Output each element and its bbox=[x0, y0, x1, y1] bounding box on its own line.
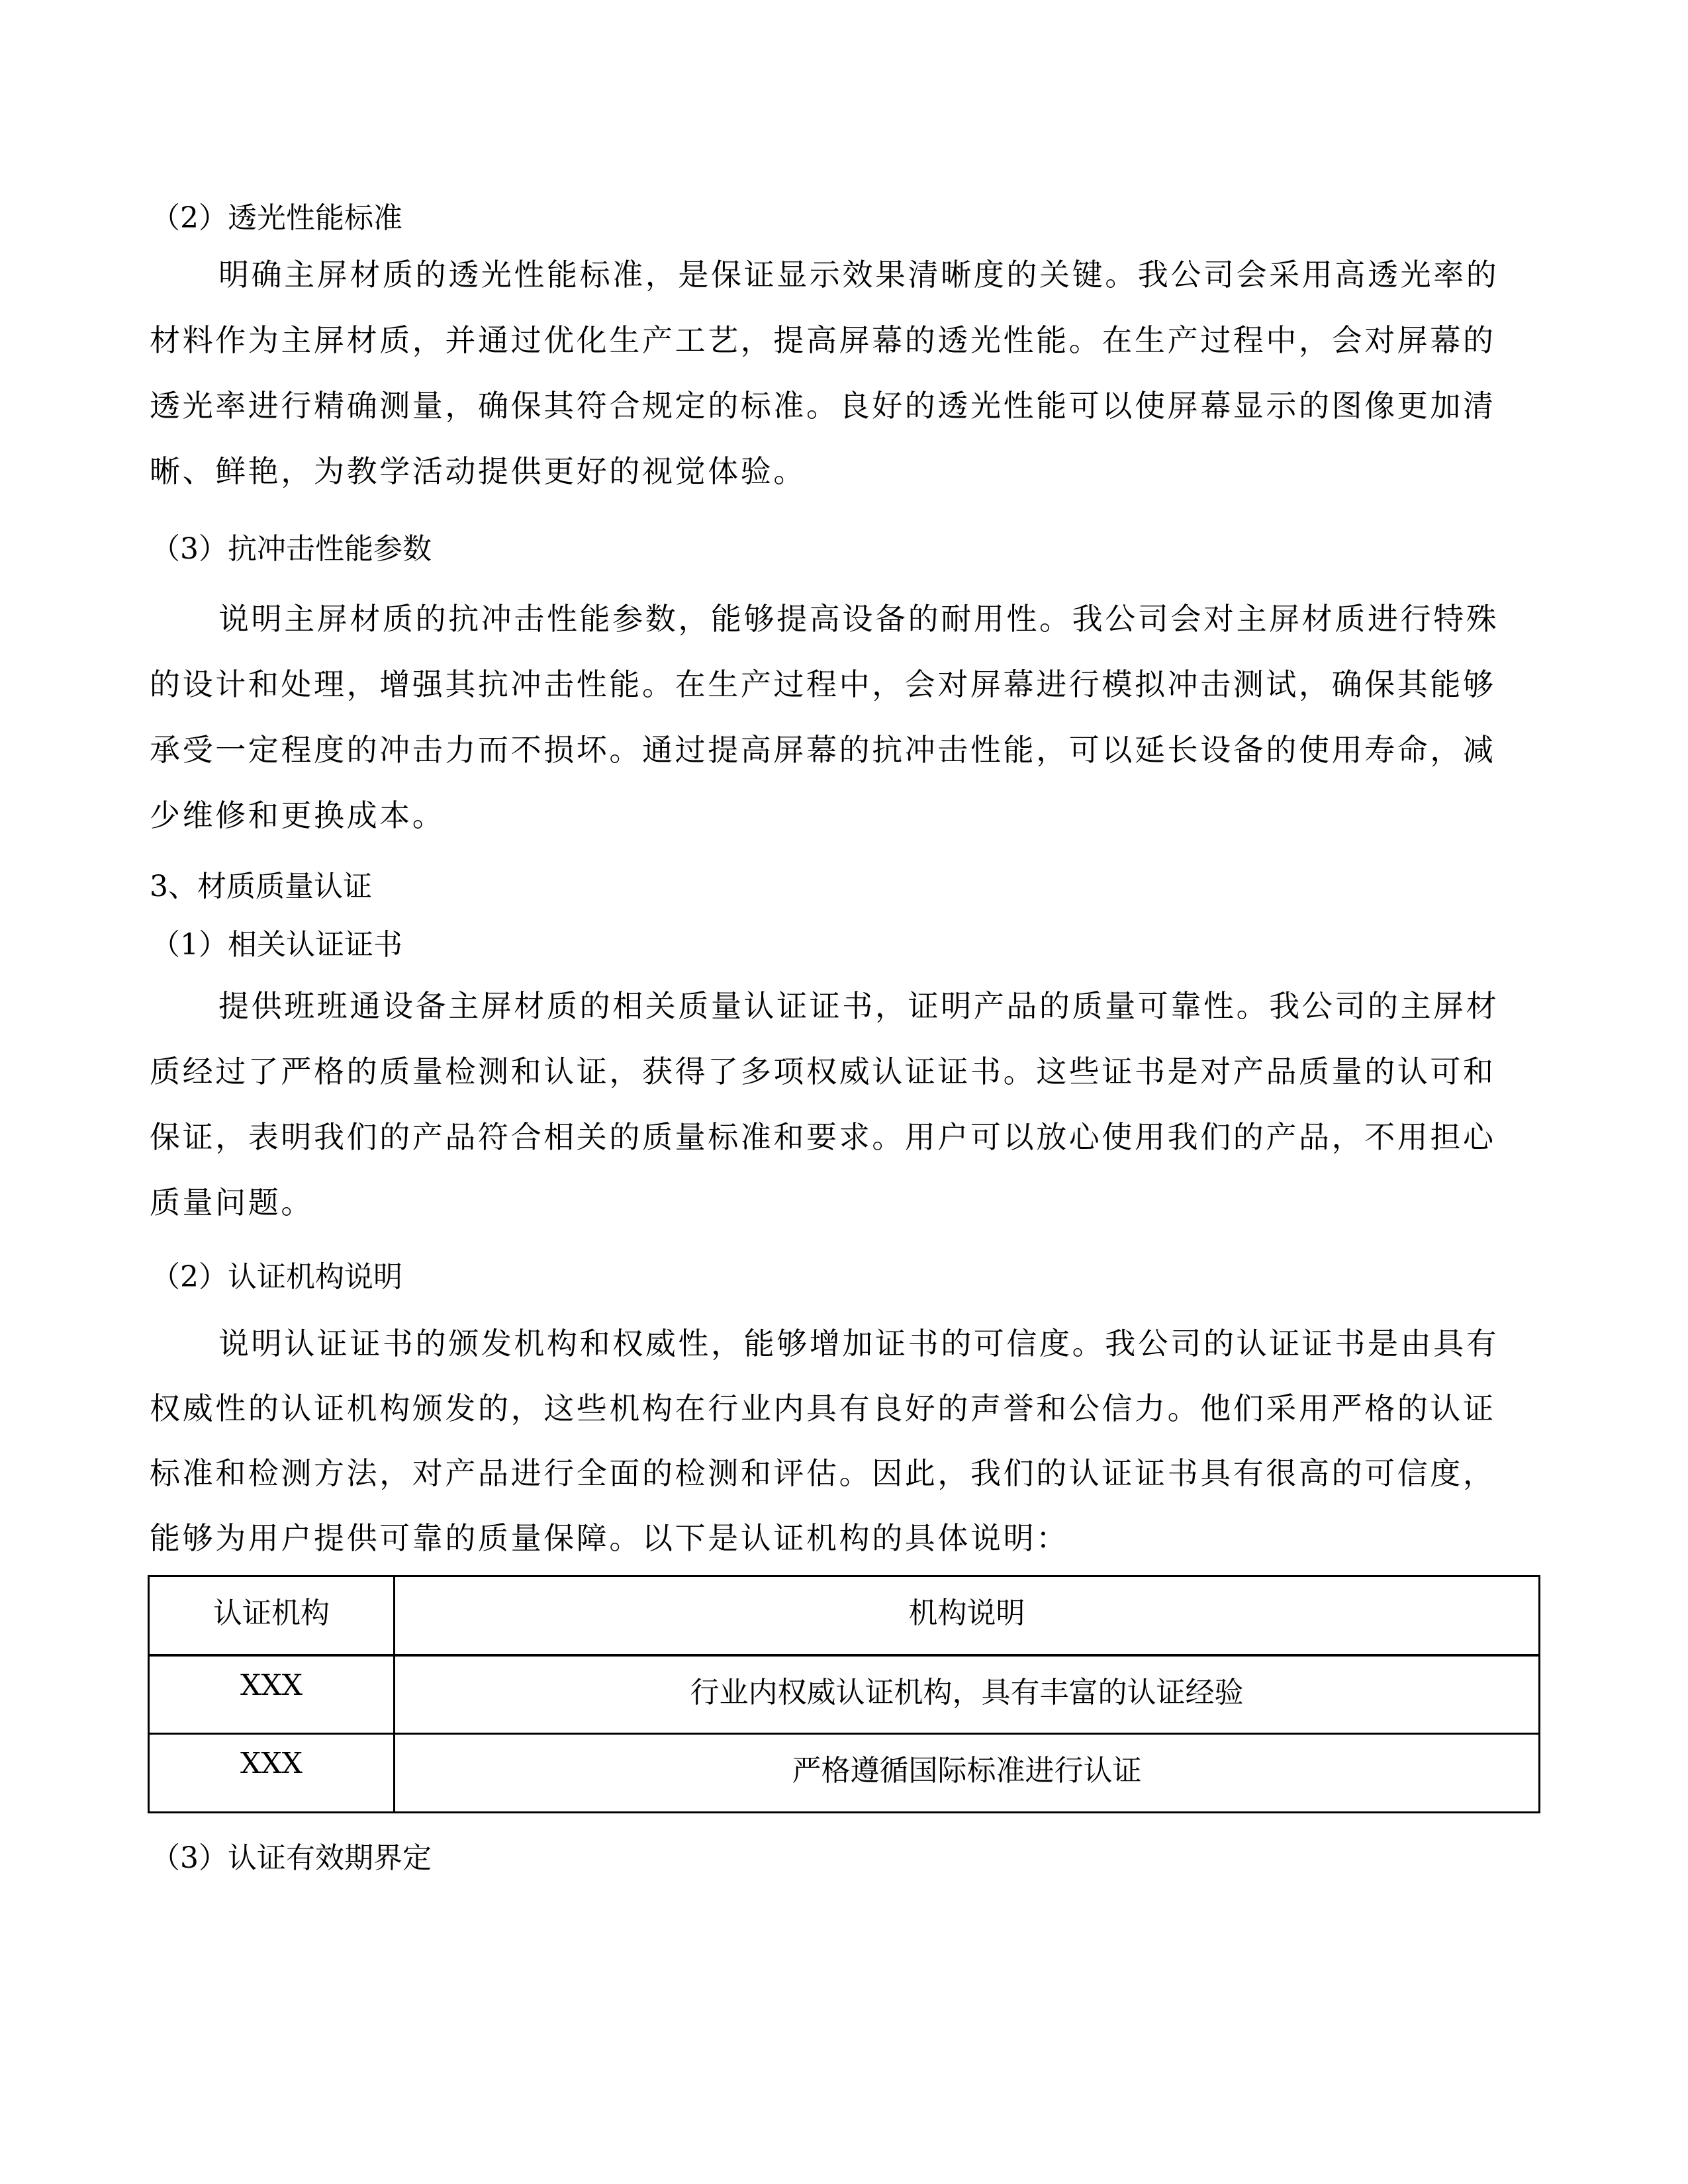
section-heading-validity-period: （3）认证有效期界定 bbox=[151, 1841, 432, 1875]
table-header-row bbox=[149, 1576, 1540, 1655]
table-row bbox=[149, 1655, 1540, 1734]
table-row bbox=[149, 1734, 1540, 1813]
section-heading-impact-resistance: （3）抗冲击性能参数 bbox=[151, 532, 432, 566]
section-heading-material-certification: 3、材质质量认证 bbox=[150, 870, 372, 903]
table-header-cell: 机构说明 bbox=[395, 1576, 1540, 1655]
paragraph-line: 能够为用户提供可靠的质量保障。以下是认证机构的具体说明： bbox=[150, 1520, 1069, 1556]
table-cell: XXX bbox=[149, 1734, 395, 1813]
paragraph-line: 质量问题。 bbox=[150, 1185, 314, 1220]
paragraph-line: 质经过了严格的质量检测和认证，获得了多项权威认证证书。这些证书是对产品质量的认可和 bbox=[150, 1054, 1496, 1089]
paragraph-line: 透光率进行精确测量，确保其符合规定的标准。良好的透光性能可以使屏幕显示的图像更加清 bbox=[150, 388, 1496, 424]
paragraph-line: 少维修和更换成本。 bbox=[150, 797, 445, 833]
paragraph-line: 明确主屏材质的透光性能标准，是保证显示效果清晰度的关键。我公司会采用高透光率的 bbox=[218, 257, 1499, 293]
paragraph-line: 承受一定程度的冲击力而不损坏。通过提高屏幕的抗冲击性能，可以延长设备的使用寿命，减 bbox=[150, 732, 1496, 768]
section-heading-certification-bodies: （2）认证机构说明 bbox=[151, 1260, 402, 1294]
paragraph-line: 权威性的认证机构颁发的，这些机构在行业内具有良好的声誉和公信力。他们采用严格的认证 bbox=[150, 1390, 1496, 1426]
paragraph-line: 说明主屏材质的抗冲击性能参数，能够提高设备的耐用性。我公司会对主屏材质进行特殊 bbox=[218, 601, 1499, 637]
paragraph-line: 说明认证证书的颁发机构和权威性，能够增加证书的可信度。我公司的认证证书是由具有 bbox=[218, 1326, 1499, 1361]
table-header-cell: 认证机构 bbox=[149, 1576, 395, 1655]
paragraph-line: 提供班班通设备主屏材质的相关质量认证证书，证明产品的质量可靠性。我公司的主屏材 bbox=[218, 988, 1499, 1024]
section-heading-light-transmission: （2）透光性能标准 bbox=[151, 201, 402, 235]
paragraph-line: 晰、鲜艳，为教学活动提供更好的视觉体验。 bbox=[150, 453, 806, 489]
paragraph-line: 的设计和处理，增强其抗冲击性能。在生产过程中，会对屏幕进行模拟冲击测试，确保其能够 bbox=[150, 666, 1496, 702]
table-cell: 行业内权威认证机构，具有丰富的认证经验 bbox=[395, 1655, 1540, 1734]
paragraph-line: 标准和检测方法，对产品进行全面的检测和评估。因此，我们的认证证书具有很高的可信度， bbox=[150, 1455, 1496, 1491]
paragraph-line: 保证，表明我们的产品符合相关的质量标准和要求。用户可以放心使用我们的产品，不用担心 bbox=[150, 1119, 1496, 1155]
certification-bodies-table bbox=[148, 1575, 1540, 1813]
table-cell: 严格遵循国际标准进行认证 bbox=[395, 1734, 1540, 1813]
paragraph-line: 材料作为主屏材质，并通过优化生产工艺，提高屏幕的透光性能。在生产过程中，会对屏幕的 bbox=[150, 322, 1496, 358]
section-heading-certificates: （1）相关认证证书 bbox=[151, 928, 402, 962]
table-cell: XXX bbox=[149, 1655, 395, 1734]
